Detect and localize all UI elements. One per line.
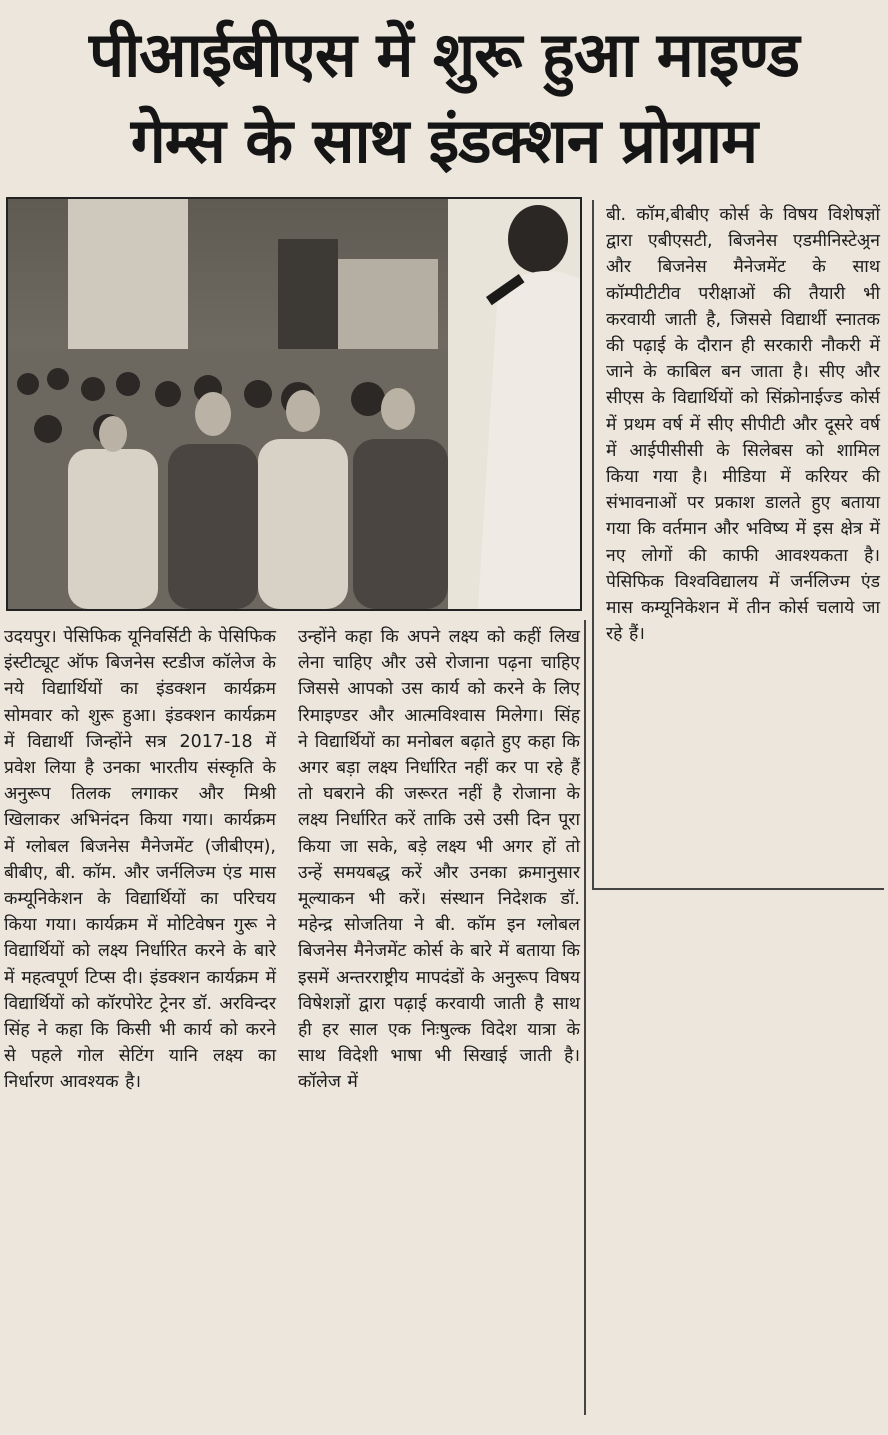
headline-line-1: पीआईबीएस में शुरू हुआ माइण्ड	[89, 18, 799, 91]
column-rule-right	[592, 200, 594, 890]
article-column-1: उदयपुर। पेसिफिक यूनिवर्सिटी के पेसिफिक इंस्टीट्यूट ऑफ बिजनेस स्टडीज कॉलेज के नये विद्यार्थियों का इंडक्शन कार्यक्रम सोमवार को शुरू हुआ। इंडक्शन कार्यक्रम में विद्यार्थी जिन्होंने सत्र 2017-18 में प्रवेश लिया है उनका भारतीय संस्कृति के अनुरूप तिलक लगाकर और मिश्री खिलाकर अभिनंदन किया गया। कार्यक्रम में ग्लोबल बिजनेस मैनेजमेंट (जीबीएम), बीबीए, बी. कॉम. और जर्नलिज्म एंड मास कम्यूनिकेशन के विद्यार्थियों का परिचय किया गया। कार्यक्रम में मोटिवेषन गुरू ने विद्यार्थियों को लक्ष्य निर्धारित करने के बारे में महत्वपूर्ण टिप्स दी। इंडक्शन कार्यक्रम में विद्यार्थियों को कॉरपोरेट ट्रेनर डॉ. अरविन्दर सिंह ने कहा कि किसी भी कार्य को करने से पहले गोल सेटिंग यानि लक्ष्य का निर्धारण आवश्यक है।	[4, 627, 276, 1093]
news-photo	[6, 197, 582, 611]
article-column-2: उन्होंने कहा कि अपने लक्ष्य को कहीं लिख लेना चाहिए और उसे रोजाना पढ़ना चाहिए जिससे आपको उस कार्य को करने के लिए रिमाइण्डर और आत्मविश्वास मिलेगा। सिंह ने विद्यार्थियों का मनोबल बढ़ाते हुए कहा कि अगर बड़ा लक्ष्य निर्धारित नहीं कर पा रहे हैं तो घबराने की जरूरत नहीं है रोजाना के लक्ष्य निर्धारित करें ताकि उसे उसी दिन पूरा किया जा सके, बड़े लक्ष्य भी अगर हों तो उन्हें समयबद्ध करें और उनका क्रमानुसार मूल्याकन भी करें। संस्थान निदेशक डॉ. महेन्द्र सोजतिया ने बी. कॉम इन ग्लोबल बिजनेस मैनेजमेंट कोर्स के बारे में बताया कि इसमें अन्तरराष्ट्रीय मापदंडों के अनुरूप विषय विषेशज्ञों द्वारा पढ़ाई करवायी जाती है साथ ही हर साल एक निःषुल्क विदेश यात्रा के साथ विदेशी भाषा भी सिखाई जाती है। कॉलेज में	[298, 627, 580, 1093]
headline-line-2: गेम्स के साथ इंडक्शन प्रोग्राम	[130, 104, 758, 177]
article-column-3: बी. कॉम,बीबीए कोर्स के विषय विशेषज्ञों द्वारा एबीएसटी, बिजनेस एडमीनिस्टेअ्रन और बिजनेस मैनेजमेंट के साथ कॉम्पीटीटीव परीक्षाओं की तैयारी भी करवायी जाती है, जिससे विद्यार्थी स्नातक की पढ़ाई के दौरान ही सरकारी नौकरी में जाने के काबिल बन जाता है। सीए और सीएस के विद्यार्थियों को सिंक्रोनाईज्ड कोर्स में प्रथम वर्ष में सीए सीपीटी और दूसरे वर्ष में आईपीसीसी के सिलेबस को शामिल किया गया है। मीडिया में करियर की संभावनाओं पर प्रकाश डालते हुए बताया गया कि वर्तमान और भविष्य में इस क्षेत्र में नए लोगों की काफी आवश्यकता है। पेसिफिक विश्वविद्यालय में जर्नलिज्म एंड मास कम्यूनिकेशन में तीन कोर्स चलाये जा रहे हैं।	[606, 205, 880, 645]
headline	[0, 12, 888, 184]
column-rule-middle	[584, 620, 586, 1415]
column-rule-bottom	[592, 888, 884, 890]
